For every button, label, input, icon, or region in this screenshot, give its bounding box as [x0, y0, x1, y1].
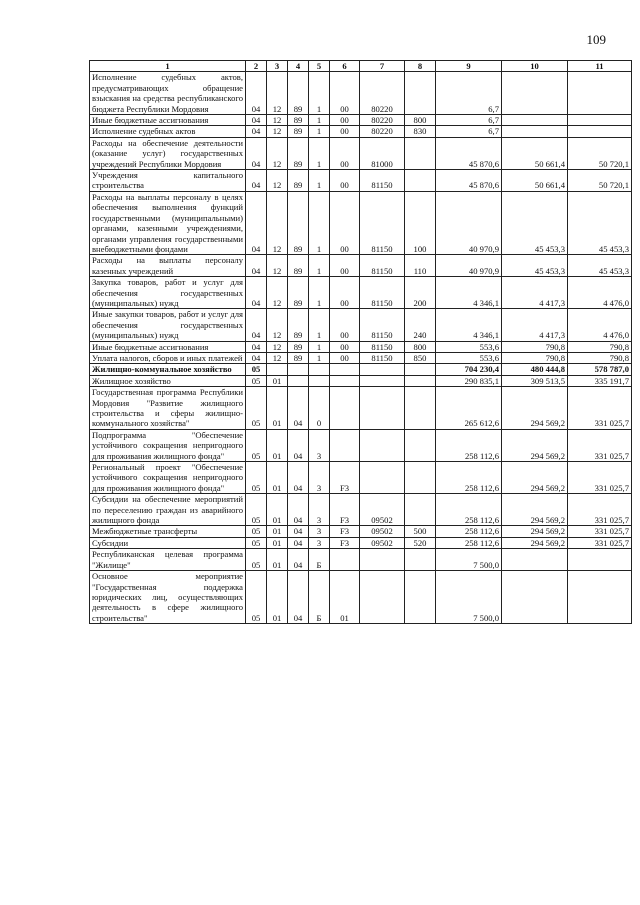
- row-cell-col7: 81150: [360, 277, 405, 309]
- row-cell-col5: 3: [309, 526, 330, 537]
- row-name-cell: Расходы на обеспечение деятельности (оказание услуг) государственных учреждений Республики Мордовия: [90, 137, 246, 169]
- row-cell-col11: 4 476,0: [568, 309, 632, 341]
- row-cell-col5: 1: [309, 191, 330, 254]
- row-name-cell: Республиканская целевая программа "Жилище": [90, 549, 246, 571]
- row-cell-col9: 258 112,6: [436, 526, 502, 537]
- row-cell-col9: 553,6: [436, 341, 502, 352]
- row-name-cell: Исполнение судебных актов, предусматривающих обращение взыскания на средства республиканского бюджета Республики Мордовия: [90, 72, 246, 115]
- row-cell-col2: 05: [246, 494, 267, 526]
- column-header-11: 11: [568, 61, 632, 72]
- row-cell-col11: 331 025,7: [568, 537, 632, 548]
- row-cell-col6: 00: [330, 352, 360, 363]
- table-row: [90, 364, 632, 375]
- row-cell-col6: 00: [330, 126, 360, 137]
- row-cell-col6: [330, 364, 360, 375]
- row-cell-col3: 12: [267, 137, 288, 169]
- row-cell-col9: 4 346,1: [436, 309, 502, 341]
- row-cell-col10: 294 569,2: [502, 494, 568, 526]
- column-header-10: 10: [502, 61, 568, 72]
- row-cell-col6: 00: [330, 115, 360, 126]
- row-cell-col6: [330, 387, 360, 430]
- table-row: [90, 387, 632, 430]
- row-cell-col3: 12: [267, 309, 288, 341]
- row-cell-col3: 01: [267, 526, 288, 537]
- row-cell-col10: [502, 72, 568, 115]
- row-cell-col5: 1: [309, 72, 330, 115]
- row-cell-col11: [568, 549, 632, 571]
- row-cell-col5: 0: [309, 387, 330, 430]
- table-row: [90, 352, 632, 363]
- row-cell-col6: 00: [330, 255, 360, 277]
- row-cell-col4: 89: [288, 137, 309, 169]
- row-cell-col4: 89: [288, 352, 309, 363]
- row-cell-col8: [405, 462, 436, 494]
- row-cell-col3: 12: [267, 341, 288, 352]
- row-cell-col4: 89: [288, 126, 309, 137]
- row-cell-col5: 1: [309, 255, 330, 277]
- row-cell-col3: [267, 364, 288, 375]
- row-cell-col7: 09502: [360, 537, 405, 548]
- row-cell-col5: Б: [309, 571, 330, 624]
- row-cell-col3: 12: [267, 126, 288, 137]
- row-cell-col10: 50 661,4: [502, 170, 568, 192]
- row-cell-col8: 850: [405, 352, 436, 363]
- row-cell-col4: 89: [288, 277, 309, 309]
- table-row: [90, 526, 632, 537]
- row-cell-col2: 05: [246, 571, 267, 624]
- row-cell-col3: 12: [267, 352, 288, 363]
- row-cell-col2: 04: [246, 309, 267, 341]
- row-cell-col11: 331 025,7: [568, 387, 632, 430]
- row-cell-col2: 04: [246, 115, 267, 126]
- row-cell-col8: 200: [405, 277, 436, 309]
- row-cell-col3: 01: [267, 387, 288, 430]
- row-cell-col6: 00: [330, 277, 360, 309]
- row-cell-col6: 00: [330, 341, 360, 352]
- row-name-cell: Субсидии на обеспечение мероприятий по переселению граждан из аварийного жилищного фонда: [90, 494, 246, 526]
- row-cell-col2: 04: [246, 191, 267, 254]
- row-cell-col9: 553,6: [436, 352, 502, 363]
- row-cell-col2: 04: [246, 126, 267, 137]
- row-name-cell: Жилищное хозяйство: [90, 375, 246, 386]
- row-cell-col8: 520: [405, 537, 436, 548]
- row-cell-col11: [568, 126, 632, 137]
- row-cell-col5: 3: [309, 462, 330, 494]
- row-cell-col3: 01: [267, 571, 288, 624]
- row-cell-col3: 12: [267, 72, 288, 115]
- row-cell-col8: 830: [405, 126, 436, 137]
- row-cell-col8: [405, 137, 436, 169]
- column-header-6: 6: [330, 61, 360, 72]
- row-cell-col2: 05: [246, 429, 267, 461]
- row-cell-col11: 335 191,7: [568, 375, 632, 386]
- row-cell-col4: 89: [288, 191, 309, 254]
- row-cell-col7: [360, 549, 405, 571]
- row-name-cell: Иные бюджетные ассигнования: [90, 115, 246, 126]
- row-cell-col8: 500: [405, 526, 436, 537]
- column-header-4: 4: [288, 61, 309, 72]
- row-cell-col5: 1: [309, 137, 330, 169]
- row-cell-col8: 800: [405, 341, 436, 352]
- row-cell-col10: 45 453,3: [502, 191, 568, 254]
- row-name-cell: Учреждения капитального строительства: [90, 170, 246, 192]
- column-header-7: 7: [360, 61, 405, 72]
- row-cell-col5: [309, 375, 330, 386]
- row-cell-col11: 331 025,7: [568, 429, 632, 461]
- row-cell-col7: 80220: [360, 126, 405, 137]
- row-cell-col11: 578 787,0: [568, 364, 632, 375]
- row-cell-col4: 04: [288, 571, 309, 624]
- row-cell-col8: [405, 364, 436, 375]
- row-cell-col10: 294 569,2: [502, 537, 568, 548]
- row-cell-col5: 1: [309, 277, 330, 309]
- row-cell-col9: 258 112,6: [436, 462, 502, 494]
- row-cell-col4: 89: [288, 309, 309, 341]
- row-cell-col5: 1: [309, 309, 330, 341]
- row-cell-col2: 05: [246, 537, 267, 548]
- row-cell-col4: 04: [288, 429, 309, 461]
- row-cell-col4: 89: [288, 255, 309, 277]
- row-cell-col11: [568, 115, 632, 126]
- row-cell-col10: [502, 126, 568, 137]
- row-cell-col6: F3: [330, 494, 360, 526]
- row-cell-col4: 04: [288, 387, 309, 430]
- row-cell-col4: 04: [288, 462, 309, 494]
- column-header-1: 1: [90, 61, 246, 72]
- row-cell-col5: 3: [309, 537, 330, 548]
- row-cell-col9: 6,7: [436, 115, 502, 126]
- row-cell-col6: [330, 429, 360, 461]
- row-cell-col2: 04: [246, 352, 267, 363]
- row-cell-col7: 81150: [360, 191, 405, 254]
- row-cell-col7: 80220: [360, 72, 405, 115]
- row-cell-col3: 01: [267, 375, 288, 386]
- table-body: [90, 72, 632, 624]
- row-cell-col9: 4 346,1: [436, 277, 502, 309]
- row-cell-col9: 6,7: [436, 126, 502, 137]
- row-cell-col4: [288, 364, 309, 375]
- row-cell-col9: 45 870,6: [436, 170, 502, 192]
- row-cell-col11: 331 025,7: [568, 526, 632, 537]
- table-row: [90, 115, 632, 126]
- row-cell-col5: 3: [309, 429, 330, 461]
- table-row: [90, 571, 632, 624]
- row-cell-col9: 6,7: [436, 72, 502, 115]
- row-cell-col2: 05: [246, 375, 267, 386]
- row-cell-col11: 4 476,0: [568, 277, 632, 309]
- row-cell-col4: 04: [288, 537, 309, 548]
- row-cell-col6: [330, 549, 360, 571]
- row-cell-col2: 04: [246, 341, 267, 352]
- row-cell-col7: [360, 364, 405, 375]
- row-cell-col7: 09502: [360, 494, 405, 526]
- row-cell-col5: 3: [309, 494, 330, 526]
- budget-table: [89, 60, 632, 624]
- row-cell-col2: 05: [246, 549, 267, 571]
- row-cell-col2: 05: [246, 364, 267, 375]
- row-cell-col6: F3: [330, 526, 360, 537]
- table-row: [90, 255, 632, 277]
- row-cell-col3: 01: [267, 429, 288, 461]
- row-cell-col10: 294 569,2: [502, 387, 568, 430]
- table-row: [90, 126, 632, 137]
- row-cell-col11: 45 453,3: [568, 255, 632, 277]
- row-cell-col4: 04: [288, 494, 309, 526]
- column-header-9: 9: [436, 61, 502, 72]
- row-cell-col9: 258 112,6: [436, 537, 502, 548]
- table-row: [90, 494, 632, 526]
- row-cell-col7: 81150: [360, 255, 405, 277]
- row-cell-col11: 45 453,3: [568, 191, 632, 254]
- row-cell-col8: 240: [405, 309, 436, 341]
- row-cell-col9: 290 835,1: [436, 375, 502, 386]
- row-cell-col7: 81000: [360, 137, 405, 169]
- row-cell-col3: 01: [267, 537, 288, 548]
- row-cell-col2: 05: [246, 387, 267, 430]
- row-cell-col11: [568, 72, 632, 115]
- row-cell-col11: 331 025,7: [568, 494, 632, 526]
- table-row: [90, 191, 632, 254]
- row-cell-col3: 01: [267, 494, 288, 526]
- row-cell-col8: 800: [405, 115, 436, 126]
- row-cell-col5: 1: [309, 115, 330, 126]
- row-cell-col10: [502, 571, 568, 624]
- row-cell-col9: 265 612,6: [436, 387, 502, 430]
- row-cell-col2: 04: [246, 137, 267, 169]
- row-cell-col7: 81150: [360, 170, 405, 192]
- table-row: [90, 170, 632, 192]
- row-cell-col5: 1: [309, 126, 330, 137]
- row-cell-col3: 12: [267, 255, 288, 277]
- row-cell-col7: 09502: [360, 526, 405, 537]
- page-number: 109: [586, 32, 606, 47]
- row-cell-col4: 89: [288, 115, 309, 126]
- row-name-cell: Иные бюджетные ассигнования: [90, 341, 246, 352]
- row-name-cell: Основное мероприятие "Государственная поддержка юридических лиц, осуществляющих деятельность в сфере жилищного строительства": [90, 571, 246, 624]
- row-cell-col7: [360, 571, 405, 624]
- row-cell-col8: [405, 571, 436, 624]
- table-row: [90, 137, 632, 169]
- row-cell-col5: [309, 364, 330, 375]
- row-cell-col2: 05: [246, 462, 267, 494]
- row-cell-col9: 258 112,6: [436, 429, 502, 461]
- row-cell-col8: [405, 494, 436, 526]
- row-cell-col10: [502, 549, 568, 571]
- row-name-cell: Закупка товаров, работ и услуг для обеспечения государственных (муниципальных) нужд: [90, 277, 246, 309]
- row-cell-col3: 12: [267, 191, 288, 254]
- row-cell-col8: [405, 387, 436, 430]
- row-name-cell: Уплата налогов, сборов и иных платежей: [90, 352, 246, 363]
- row-cell-col2: 05: [246, 526, 267, 537]
- row-cell-col4: [288, 375, 309, 386]
- row-name-cell: Государственная программа Республики Мордовия "Развитие жилищного строительства и сферы жилищно-коммунального хозяйства": [90, 387, 246, 430]
- row-cell-col9: 45 870,6: [436, 137, 502, 169]
- row-name-cell: Региональный проект "Обеспечение устойчивого сокращения непригодного для проживания жилищного фонда": [90, 462, 246, 494]
- row-cell-col6: 00: [330, 72, 360, 115]
- row-name-cell: Межбюджетные трансферты: [90, 526, 246, 537]
- row-cell-col4: 89: [288, 72, 309, 115]
- row-cell-col5: 1: [309, 170, 330, 192]
- row-cell-col3: 01: [267, 462, 288, 494]
- row-cell-col9: 7 500,0: [436, 571, 502, 624]
- table-row: [90, 375, 632, 386]
- row-cell-col3: 01: [267, 549, 288, 571]
- table-row: [90, 549, 632, 571]
- row-cell-col6: 00: [330, 137, 360, 169]
- row-cell-col4: 04: [288, 526, 309, 537]
- row-cell-col6: F3: [330, 537, 360, 548]
- row-cell-col2: 04: [246, 255, 267, 277]
- row-cell-col4: 04: [288, 549, 309, 571]
- row-cell-col9: 40 970,9: [436, 255, 502, 277]
- row-cell-col10: 45 453,3: [502, 255, 568, 277]
- table-row: [90, 277, 632, 309]
- row-cell-col11: 50 720,1: [568, 170, 632, 192]
- table-row: [90, 309, 632, 341]
- row-name-cell: Подпрограмма "Обеспечение устойчивого сокращения непригодного для проживания жилищного фонда": [90, 429, 246, 461]
- table-header-row: [90, 61, 632, 72]
- row-cell-col2: 04: [246, 170, 267, 192]
- row-cell-col3: 12: [267, 115, 288, 126]
- row-cell-col7: 81150: [360, 352, 405, 363]
- table-row: [90, 72, 632, 115]
- row-cell-col9: 258 112,6: [436, 494, 502, 526]
- column-header-8: 8: [405, 61, 436, 72]
- row-cell-col11: 790,8: [568, 352, 632, 363]
- column-header-2: 2: [246, 61, 267, 72]
- row-cell-col8: 100: [405, 191, 436, 254]
- row-cell-col10: 309 513,5: [502, 375, 568, 386]
- table-row: [90, 341, 632, 352]
- row-cell-col8: [405, 72, 436, 115]
- row-cell-col2: 04: [246, 277, 267, 309]
- row-cell-col10: [502, 115, 568, 126]
- column-header-3: 3: [267, 61, 288, 72]
- column-header-5: 5: [309, 61, 330, 72]
- row-cell-col11: 331 025,7: [568, 462, 632, 494]
- row-cell-col3: 12: [267, 277, 288, 309]
- row-name-cell: Иные закупки товаров, работ и услуг для обеспечения государственных (муниципальных) нужд: [90, 309, 246, 341]
- row-cell-col10: 50 661,4: [502, 137, 568, 169]
- row-cell-col8: [405, 549, 436, 571]
- row-cell-col10: 790,8: [502, 352, 568, 363]
- row-cell-col5: Б: [309, 549, 330, 571]
- row-cell-col3: 12: [267, 170, 288, 192]
- row-cell-col7: [360, 429, 405, 461]
- row-cell-col10: 294 569,2: [502, 526, 568, 537]
- row-cell-col10: 294 569,2: [502, 462, 568, 494]
- row-cell-col6: [330, 375, 360, 386]
- row-cell-col10: 790,8: [502, 341, 568, 352]
- row-cell-col7: 80220: [360, 115, 405, 126]
- row-cell-col6: 01: [330, 571, 360, 624]
- row-name-cell: Жилищно-коммунальное хозяйство: [90, 364, 246, 375]
- row-cell-col8: [405, 170, 436, 192]
- row-cell-col9: 7 500,0: [436, 549, 502, 571]
- table-row: [90, 537, 632, 548]
- row-name-cell: Расходы на выплаты персоналу казенных учреждений: [90, 255, 246, 277]
- row-cell-col5: 1: [309, 352, 330, 363]
- row-cell-col10: 4 417,3: [502, 309, 568, 341]
- row-cell-col8: [405, 429, 436, 461]
- row-cell-col7: 81150: [360, 309, 405, 341]
- table-row: [90, 429, 632, 461]
- row-cell-col6: 00: [330, 191, 360, 254]
- row-cell-col4: 89: [288, 170, 309, 192]
- row-cell-col10: 4 417,3: [502, 277, 568, 309]
- row-cell-col6: 00: [330, 309, 360, 341]
- row-cell-col11: [568, 571, 632, 624]
- row-cell-col4: 89: [288, 341, 309, 352]
- row-cell-col9: 40 970,9: [436, 191, 502, 254]
- row-cell-col5: 1: [309, 341, 330, 352]
- row-name-cell: Субсидии: [90, 537, 246, 548]
- row-cell-col10: 480 444,8: [502, 364, 568, 375]
- row-cell-col8: [405, 375, 436, 386]
- row-cell-col7: 81150: [360, 341, 405, 352]
- row-cell-col6: F3: [330, 462, 360, 494]
- row-cell-col7: [360, 387, 405, 430]
- row-cell-col7: [360, 375, 405, 386]
- row-cell-col6: 00: [330, 170, 360, 192]
- row-cell-col9: 704 230,4: [436, 364, 502, 375]
- row-cell-col11: 790,8: [568, 341, 632, 352]
- row-cell-col10: 294 569,2: [502, 429, 568, 461]
- table-row: [90, 462, 632, 494]
- row-cell-col7: [360, 462, 405, 494]
- row-cell-col8: 110: [405, 255, 436, 277]
- row-name-cell: Исполнение судебных актов: [90, 126, 246, 137]
- row-name-cell: Расходы на выплаты персоналу в целях обеспечения выполнения функций государственными (муниципальными) органами, казенными учреждениями, органами управления государственными внебюджетными фондами: [90, 191, 246, 254]
- row-cell-col2: 04: [246, 72, 267, 115]
- row-cell-col11: 50 720,1: [568, 137, 632, 169]
